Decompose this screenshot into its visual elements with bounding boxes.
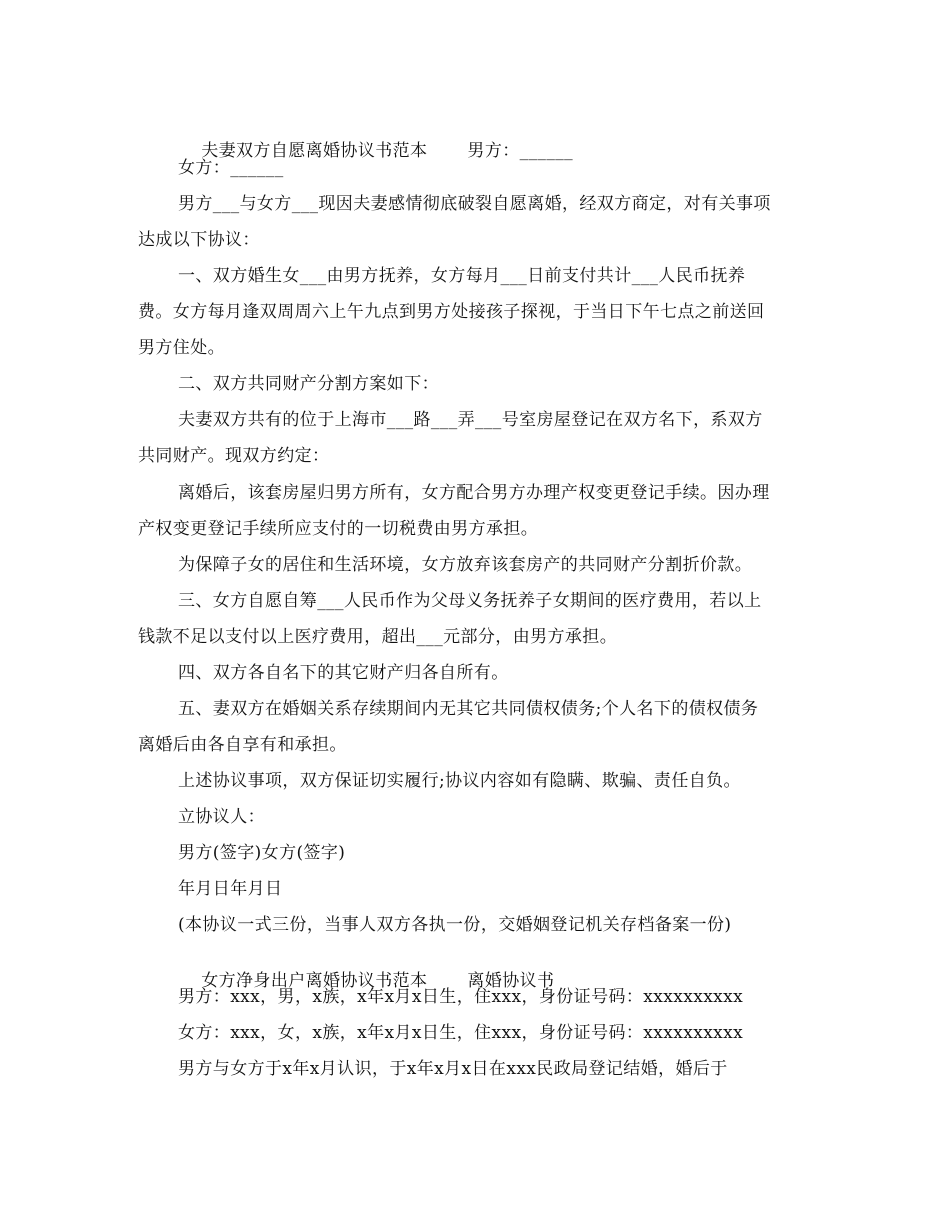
female-party-label: 女方：______ xyxy=(178,158,284,178)
male-party-label: 男方：______ xyxy=(467,141,574,161)
clause-one: 一、双方婚生女___由男方抚养，女方每月___日前支付共计___人民币抚养 xyxy=(178,266,746,286)
clause-two: 二、双方共同财产分割方案如下： xyxy=(178,374,439,394)
paragraph-line: 为保障子女的居住和生活环境，女方放弃该套房产的共同财产分割折价款。 xyxy=(178,555,753,575)
paragraph-line: 上述协议事项，双方保证切实履行;协议内容如有隐瞒、欺骗、责任自负。 xyxy=(178,771,741,791)
paragraph-line: 钱款不足以支付以上医疗费用，超出___元部分，由男方承担。 xyxy=(138,627,618,647)
paragraph-line: 离婚后由各自享有和承担。 xyxy=(138,735,347,755)
clause-three: 三、女方自愿自筹___人民币作为父母义务抚养子女期间的医疗费用，若以上 xyxy=(178,591,762,611)
paragraph-line: 达成以下协议： xyxy=(138,230,260,250)
signatories-label: 立协议人： xyxy=(178,807,265,827)
paragraph-line: 男方与女方于x年x月认识，于x年x月x日在xxx民政局登记结婚，婚后于 xyxy=(178,1059,728,1079)
date-line: 年月日年月日 xyxy=(178,879,283,899)
copies-note: (本协议一式三份，当事人双方各执一份，交婚姻登记机关存档备案一份) xyxy=(178,915,732,935)
clause-five: 五、妻双方在婚姻关系存续期间内无其它共同债权债务;个人名下的债权债务 xyxy=(178,699,759,719)
second-document-heading: 离婚协议书 xyxy=(467,971,555,991)
paragraph-line: 男方住处。 xyxy=(138,338,225,358)
clause-four: 四、双方各自名下的其它财产归各自所有。 xyxy=(178,663,509,683)
male-info-line: 男方：xxx，男，x族，x年x月x日生，住xxx，身份证号码：xxxxxxxxxx xyxy=(178,987,744,1007)
female-info-line: 女方：xxx，女，x族，x年x月x日生，住xxx，身份证号码：xxxxxxxxxx xyxy=(178,1023,744,1043)
second-document-title: 女方净身出户离婚协议书范本 xyxy=(201,971,428,991)
paragraph-line: 产权变更登记手续所应支付的一切税费由男方承担。 xyxy=(138,519,539,539)
paragraph-line: 共同财产。现双方约定： xyxy=(138,446,330,466)
paragraph-line: 离婚后，该套房屋归男方所有，女方配合男方办理产权变更登记手续。因办理 xyxy=(178,483,770,503)
signature-line: 男方(签字)女方(签字) xyxy=(178,843,346,863)
document-title: 夫妻双方自愿离婚协议书范本 xyxy=(201,141,428,161)
paragraph-line: 费。女方每月逢双周周六上午九点到男方处接孩子探视，于当日下午七点之前送回 xyxy=(138,302,765,322)
paragraph-line: 男方___与女方___现因夫妻感情彻底破裂自愿离婚，经双方商定，对有关事项 xyxy=(178,194,771,214)
paragraph-line: 夫妻双方共有的位于上海市___路___弄___号室房屋登记在双方名下，系双方 xyxy=(178,410,763,430)
